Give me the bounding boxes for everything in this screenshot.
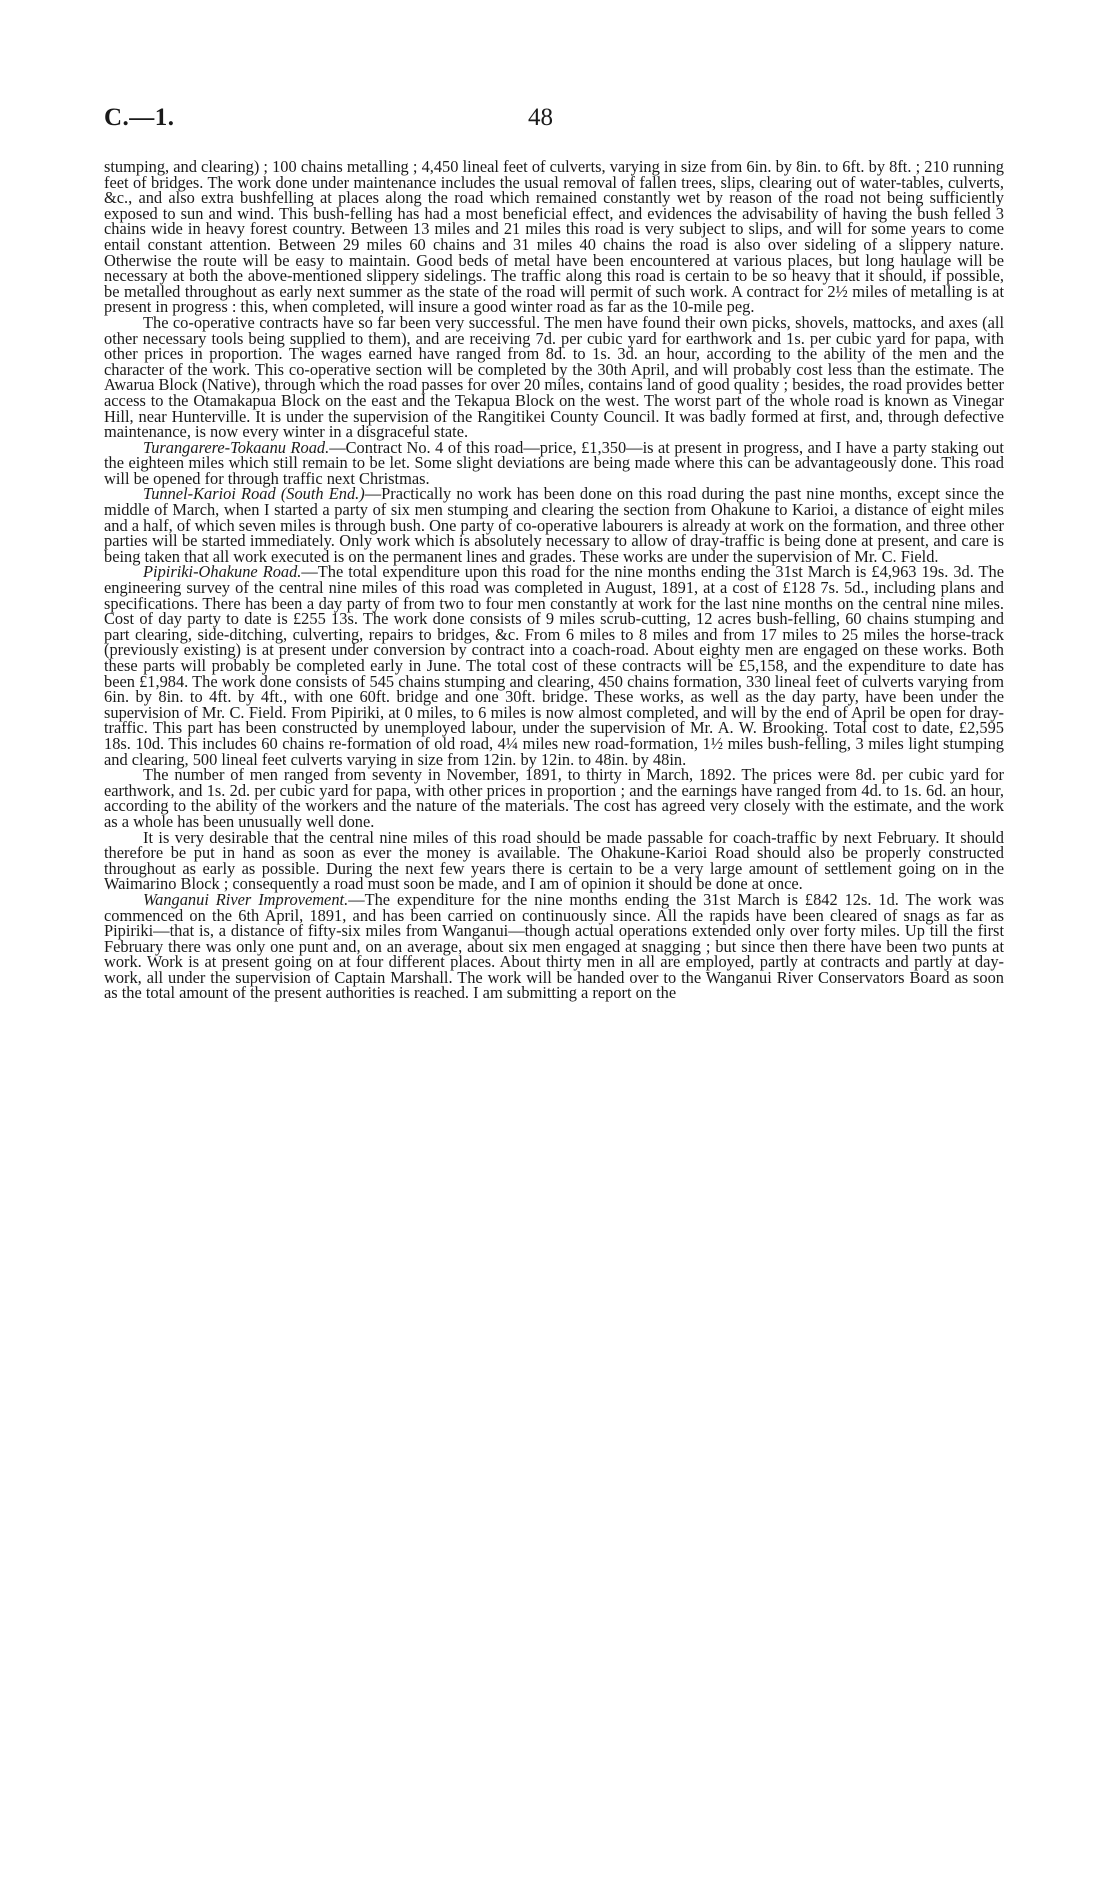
section-heading: Turangarere-Tokaanu Road. [143, 437, 330, 457]
document-code: C.—1. [104, 104, 175, 131]
paragraph-text: —The expenditure for the nine months ending the 31st March is £842 12s. 1d. The work was commenced on the 6th April, 1891, and has been carried on continuously since. All the rapids have been cleared of snags as far as Pipiriki—that is, a distance of fifty-six miles from Wanganui—though actual operations extended only over forty miles. Up till the first February there was only one punt and, on an average, about six men engaged at snagging ; but since then there have been two punts at work. Work is at present going on at four different places. About thirty men in all are employed, partly at contracts and partly at day-work, all under the supervision of Captain Marshall. The work will be handed over to the Wanganui River Conservators Board as soon as the total amount of the present authorities is reached. I am submitting a report on the [104, 889, 1005, 1003]
paragraph [104, 437, 1004, 488]
paragraph-text: stumping, and clearing) ; 100 chains metalling ; 4,450 lineal feet of culverts, varying in size from 6in. by 8in. to 6ft. by 8ft. ; 210 running feet of bridges. The work done under maintenance includes the usual removal of fallen trees, slips, clearing out of water-tables, culverts, &c., and also extra bushfelling at places along the road which remained constantly wet by reason of the road not being sufficiently exposed to sun and wind. This bush-felling has had a most beneficial effect, and evidences the advisability of having the bush felled 3 chains wide in heavy forest country. Between 13 miles and 21 miles this road is very subject to slips, and will for some years to come entail constant attention. Between 29 miles 60 chains and 31 miles 40 chains the road is also over sideling of a slippery nature. Otherwise the route will be easy to maintain. Good beds of metal have been encountered at various places, but long haulage will be necessary at both the above-mentioned slippery sidelings. The traffic along this road is certain to be so heavy that it should, if possible, be metalled throughout as early next summer as the state of the road will permit of such work. A contract for 2½ miles of metalling is at present in progress : this, when completed, will insure a good winter road as far as the 10-mile peg. [104, 157, 1004, 317]
paragraph-text: The co-operative contracts have so far been very successful. The men have found their own picks, shovels, mattocks, and axes (all other necessary tools being supplied to them), and are receiving 7d. per cubic yard for earthwork and 1s. per cubic yard for papa, with other prices in proportion. The wages earned have ranged from 8d. to 1s. 3d. an hour, according to the ability of the men and the character of the work. This co-operative section will be completed by the 30th April, and will probably cost less than the estimate. The Awarua Block (Native), through which the road passes for over 20 miles, contains land of good quality ; besides, the road provides better access to the Otamakapua Block on the east and the Tekapua Block on the west. The worst part of the whole road is known as Vinegar Hill, near Hunterville. It is under the supervision of the Rangitikei County Council. It was badly formed at first, and, through defective maintenance, is now every winter in a disgraceful state. [104, 312, 1004, 442]
paragraph-text: —Contract No. 4 of this road—price, £1,350—is at present in progress, and I have a party staking out the eighteen miles which still remain to be let. Some slight deviations are being made where this can be advantageously done. This road will be opened for through traffic next Christmas. [104, 437, 1004, 488]
paragraph [104, 889, 1005, 1003]
page-header [104, 104, 1000, 138]
paragraph-text: It is very desirable that the central nine miles of this road should be made passable for coach-traffic by next February. It should therefore be put in hand as soon as ever the money is available. The Ohakune-Karioi Road should also be properly constructed throughout as early as possible. During the next few years there is certain to be a very large amount of settlement going on in the Waimarino Block ; consequently a road must soon be made, and I am of opinion it should be done at once. [104, 827, 1004, 894]
section-heading: Wanganui River Improvement. [143, 889, 349, 909]
section-heading: Pipiriki-Ohakune Road. [143, 562, 302, 582]
paragraph [104, 767, 1004, 829]
paragraph [104, 827, 1004, 894]
section-heading: Tunnel-Karioi Road (South End.) [143, 484, 365, 504]
paragraph-text: —Practically no work has been done on this road during the past nine months, except since the middle of March, when I started a party of six men stumping and clearing the section from Ohakune to Karioi, a distance of eight miles and a half, of which seven miles is through bush. One party of co-operative labourers is already at work on the formation, and three other parties will be started immediately. Only work which is absolutely necessary to allow of dray-traffic is being done at present, and care is being taken that all work executed is on the permanent lines and grades. These works are under the supervision of Mr. C. Field. [104, 484, 1004, 566]
paragraph [104, 312, 1004, 442]
paragraph-text: —The total expenditure upon this road for the nine months ending the 31st March is £4,963 19s. 3d. The engineering survey of the central nine miles of this road was completed in August, 1891, at a cost of £128 7s. 5d., including plans and specifications. There has been a day party of from two to four men constantly at work for the last nine months on the central nine miles. Cost of day party to date is £255 13s. The work done consists of 9 miles scrub-cutting, 12 acres bush-felling, 60 chains stumping and part clearing, side-ditching, culverting, repairs to bridges, &c. From 6 miles to 8 miles and from 17 miles to 25 miles the horse-track (previously existing) is at present under conversion by contract into a coach-road. About eighty men are engaged on these works. Both these parts will probably be completed early in June. The total cost of these contracts will be £5,158, and the expenditure to date has been £1,984. The work done consists of 545 chains stumping and clearing, 450 chains formation, 330 lineal feet of culverts varying from 6in. by 8in. to 4ft. by 4ft., with one 60ft. bridge and one 30ft. bridge. These works, as well as the day party, have been under the supervision of Mr. C. Field. From Pipiriki, at 0 miles, to 6 miles is now almost completed, and will by the end of April be open for dray-traffic. This part has been constructed by unemployed labour, under the supervision of Mr. A. W. Brooking. Total cost to date, £2,595 18s. 10d. This includes 60 chains re-formation of old road, 4¼ miles new road-formation, 1½ miles bush-felling, 3 miles light stumping and clearing, 500 lineal feet culverts varying in size from 12in. by 12in. to 48in. by 48in. [104, 562, 1004, 769]
paragraph-text: The number of men ranged from seventy in November, 1891, to thirty in March, 1892. The prices were 8d. per cubic yard for earthwork, and 1s. 2d. per cubic yard for papa, with other prices in proportion ; and the earnings have ranged from 4d. to 1s. 6d. an hour, according to the ability of the workers and the nature of the materials. The cost has agreed very closely with the estimate, and the work as a whole has been unusually well done. [104, 765, 1004, 831]
page-number: 48 [528, 104, 553, 131]
paragraph [104, 564, 1004, 767]
document-body [104, 159, 1004, 1001]
paragraph [104, 159, 1004, 315]
paragraph [104, 486, 1004, 564]
